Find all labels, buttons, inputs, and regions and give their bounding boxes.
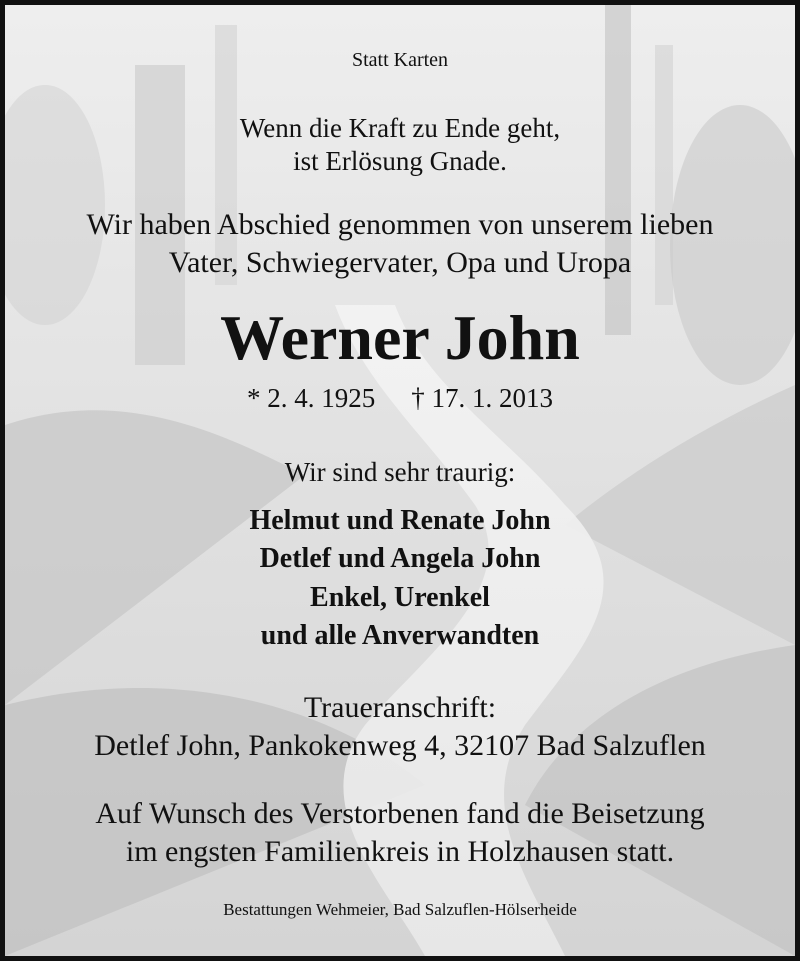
grief-line: Wir sind sehr traurig:	[284, 457, 516, 487]
verse-line-1: Wenn die Kraft zu Ende geht,	[239, 113, 561, 143]
verse-line-2: ist Erlösung Gnade.	[293, 146, 507, 176]
burial-note-line-1: Auf Wunsch des Verstorbenen fand die Beisetzung	[95, 797, 705, 830]
address: Detlef John, Pankokenweg 4, 32107 Bad Salzuflen	[94, 729, 706, 762]
deceased-name: Werner John	[220, 302, 580, 373]
funeral-home: Bestattungen Wehmeier, Bad Salzuflen-Hölserheide	[223, 900, 577, 919]
birth-date: * 2. 4. 1925	[247, 383, 376, 413]
header-statt-karten: Statt Karten	[351, 49, 449, 71]
address-label: Traueranschrift:	[303, 691, 497, 724]
mourner-1: Helmut und Renate John	[249, 505, 551, 536]
life-dates	[5, 383, 795, 414]
death-date: † 17. 1. 2013	[411, 383, 553, 413]
mourner-2: Detlef und Angela John	[259, 543, 541, 574]
intro-line-2: Vater, Schwiegervater, Opa und Uropa	[168, 246, 632, 279]
burial-note-line-2: im engsten Familienkreis in Holzhausen statt.	[125, 835, 675, 868]
intro-line-1: Wir haben Abschied genommen von unserem lieben	[86, 208, 714, 241]
mourner-4: und alle Anverwandten	[260, 620, 540, 651]
mourner-3: Enkel, Urenkel	[310, 582, 490, 613]
